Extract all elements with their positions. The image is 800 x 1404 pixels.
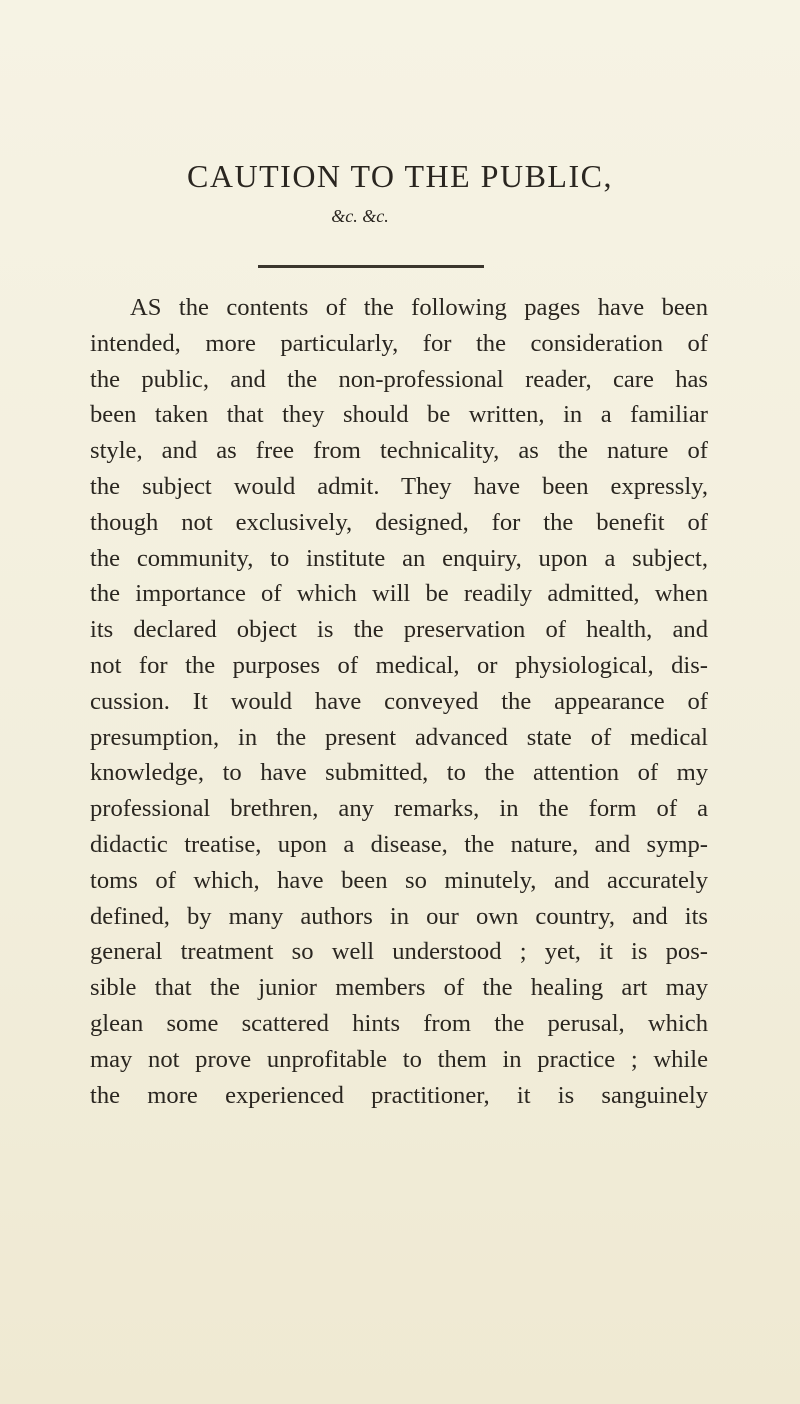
text-line: been taken that they should be written, in a familiar <box>90 401 708 429</box>
text-line: defined, by many authors in our own country, and its <box>90 902 708 930</box>
text-line: glean some scattered hints from the perusal, which <box>90 1009 708 1037</box>
text-line: sible that the junior members of the healing art may <box>90 974 708 1002</box>
text-line: the public, and the non-professional reader, care has <box>90 365 708 393</box>
text-line: the community, to institute an enquiry, upon a subject, <box>90 544 708 572</box>
text-line: cussion. It would have conveyed the appearance of <box>90 687 708 715</box>
text-line: its declared object is the preservation of health, and <box>90 616 708 644</box>
text-line: knowledge, to have submitted, to the attention of my <box>90 759 708 787</box>
text-line: though not exclusively, designed, for the benefit of <box>90 508 708 536</box>
text-line: general treatment so well understood ; yet, it is pos- <box>90 938 708 966</box>
body-paragraph <box>90 290 708 1113</box>
page-subtitle: &c. &c. <box>331 206 389 226</box>
title-divider <box>258 265 484 268</box>
text-line: AS the contents of the following pages have been <box>130 294 708 321</box>
text-line: may not prove unprofitable to them in practice ; while <box>90 1045 708 1073</box>
text-line: didactic treatise, upon a disease, the nature, and symp- <box>90 830 708 858</box>
text-line: professional brethren, any remarks, in the form of a <box>90 795 708 823</box>
text-line: the more experienced practitioner, it is sanguinely <box>90 1081 708 1109</box>
text-line: intended, more particularly, for the consideration of <box>90 329 708 357</box>
text-line: the subject would admit. They have been expressly, <box>90 472 708 500</box>
text-line: not for the purposes of medical, or physiological, dis- <box>90 651 708 679</box>
text-line: style, and as free from technicality, as the nature of <box>90 437 708 465</box>
page-title: CAUTION TO THE PUBLIC, <box>187 158 613 194</box>
text-line: the importance of which will be readily admitted, when <box>90 580 708 608</box>
text-line: toms of which, have been so minutely, and accurately <box>90 866 708 894</box>
text-line: presumption, in the present advanced state of medical <box>90 723 708 751</box>
